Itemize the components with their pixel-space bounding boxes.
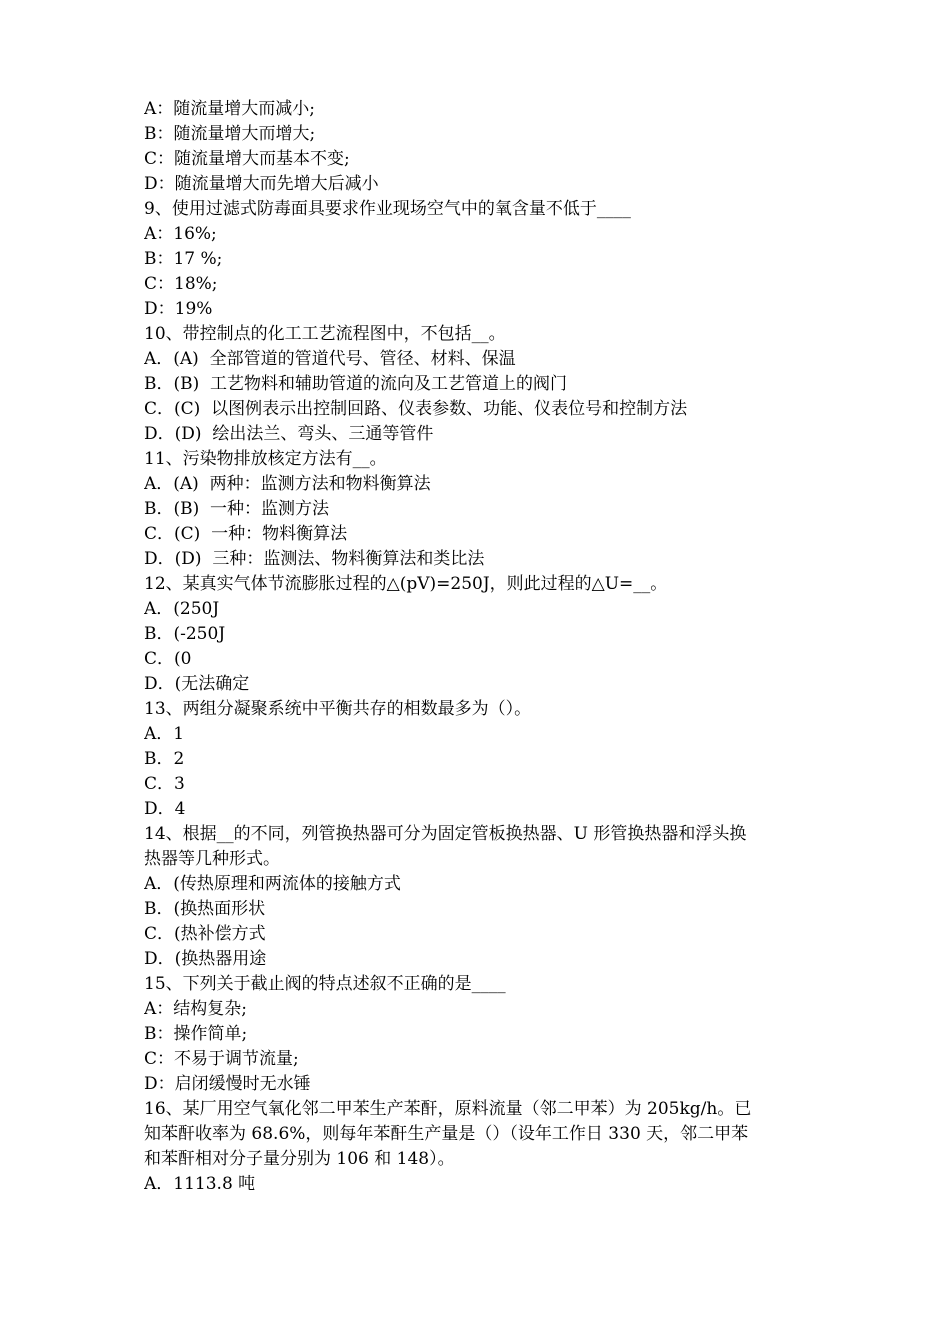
- question-11: 11、污染物排放核定方法有__。: [144, 449, 387, 469]
- text-line: B：随流量增大而增大;: [144, 124, 316, 144]
- question-16: 16、某厂用空气氧化邻二甲苯生产苯酐，原料流量（邻二甲苯）为 205kg/h。已: [144, 1099, 752, 1119]
- question-10: 10、带控制点的化工工艺流程图中，不包括__。: [144, 324, 506, 344]
- text-line: D：19%: [144, 299, 213, 319]
- text-line: B．2: [144, 749, 185, 769]
- text-line: D．(无法确定: [144, 674, 250, 694]
- text-line: A：16%;: [144, 224, 217, 244]
- text-line: A：结构复杂;: [144, 999, 248, 1019]
- text-line: C：18%;: [144, 274, 218, 294]
- text-line: 热器等几种形式。: [144, 849, 280, 869]
- text-line: B．(-250J: [144, 624, 226, 644]
- text-line: C：随流量增大而基本不变;: [144, 149, 350, 169]
- question-13: 13、两组分凝聚系统中平衡共存的相数最多为（）。: [144, 699, 532, 719]
- question-9: 9、使用过滤式防毒面具要求作业现场空气中的氧含量不低于____: [144, 199, 631, 219]
- text-line: C：不易于调节流量;: [144, 1049, 299, 1069]
- text-line: B．(换热面形状: [144, 899, 266, 919]
- text-line: D．(换热器用途: [144, 949, 267, 969]
- text-line: 知苯酐收率为 68.6%，则每年苯酐生产量是（）（设年工作日 330 天，邻二甲苯: [144, 1124, 749, 1144]
- text-line: A．(250J: [144, 599, 220, 619]
- text-line: 和苯酐相对分子量分别为 106 和 148）。: [144, 1149, 455, 1169]
- document-body: [144, 97, 812, 1197]
- text-line: C．(C) 一种：物料衡算法: [144, 524, 348, 544]
- text-line: C．(C) 以图例表示出控制回路、仪表参数、功能、仪表位号和控制方法: [144, 399, 688, 419]
- text-line: B：17 %;: [144, 249, 223, 269]
- question-14: 14、根据__的不同，列管换热器可分为固定管板换热器、U 形管换热器和浮头换: [144, 824, 747, 844]
- question-15: 15、下列关于截止阀的特点述叙不正确的是____: [144, 974, 506, 994]
- text-line: D．(D) 三种：监测法、物料衡算法和类比法: [144, 549, 485, 569]
- text-line: D．4: [144, 799, 186, 819]
- text-line: B：操作简单;: [144, 1024, 248, 1044]
- text-line: A．1113.8 吨: [144, 1174, 256, 1194]
- text-line: B．(B) 工艺物料和辅助管道的流向及工艺管道上的阀门: [144, 374, 568, 394]
- text-line: D：启闭缓慢时无水锤: [144, 1074, 311, 1094]
- text-line: D．(D) 绘出法兰、弯头、三通等管件: [144, 424, 434, 444]
- text-line: C．3: [144, 774, 185, 794]
- text-line: A．(A) 全部管道的管道代号、管径、材料、保温: [144, 349, 516, 369]
- text-line: D：随流量增大而先增大后减小: [144, 174, 379, 194]
- question-12: 12、某真实气体节流膨胀过程的△(pV)=250J，则此过程的△U=__。: [144, 574, 668, 594]
- text-line: C．(0: [144, 649, 192, 669]
- text-line: A．(传热原理和两流体的接触方式: [144, 874, 401, 894]
- text-line: A．1: [144, 724, 185, 744]
- text-line: A：随流量增大而减小;: [144, 99, 316, 119]
- text-line: B．(B) 一种：监测方法: [144, 499, 330, 519]
- text-line: C．(热补偿方式: [144, 924, 266, 944]
- text-line: A．(A) 两种：监测方法和物料衡算法: [144, 474, 431, 494]
